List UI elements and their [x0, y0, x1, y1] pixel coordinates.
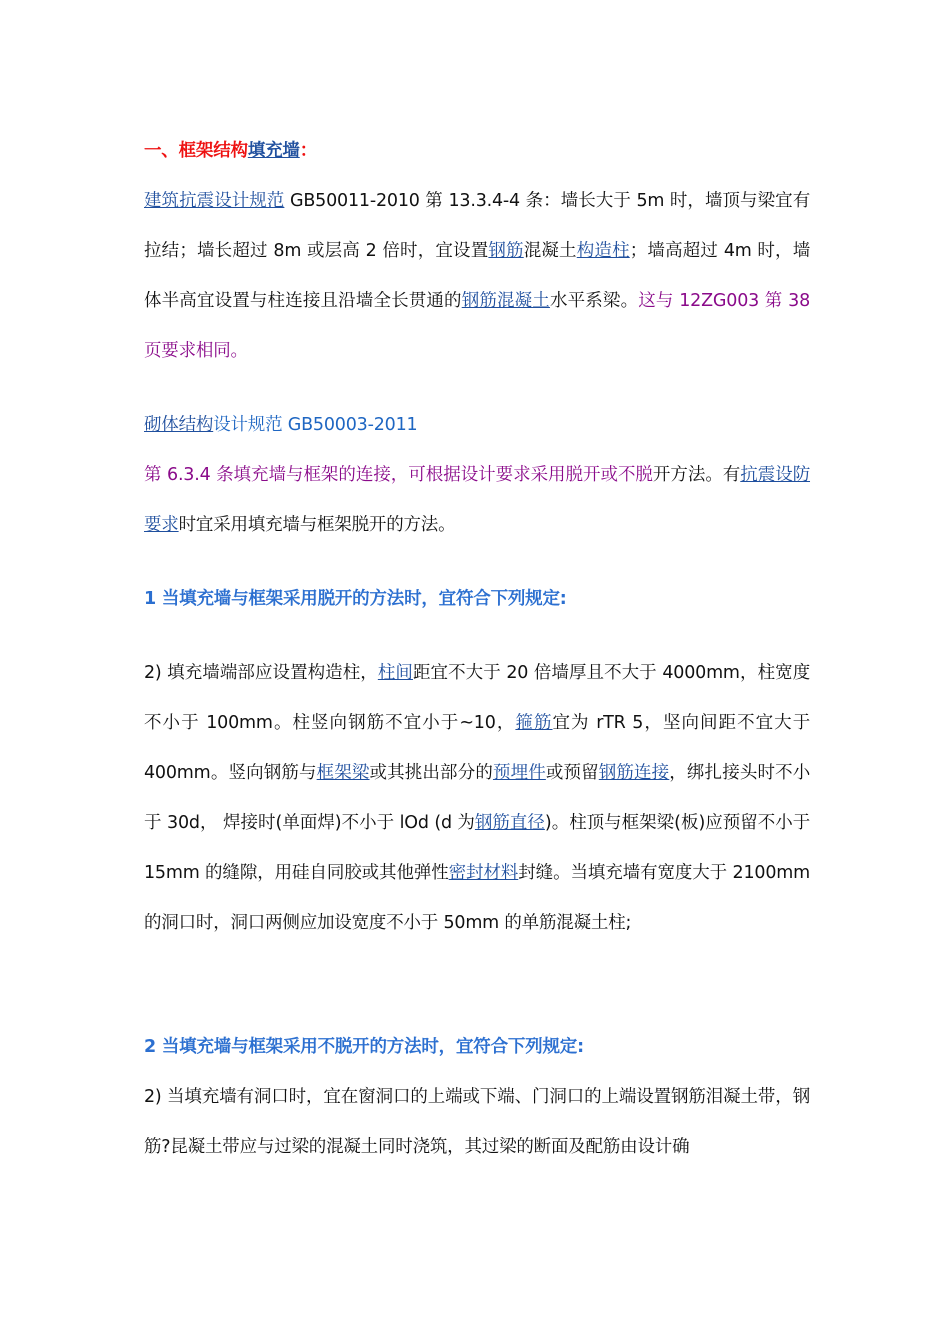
text: ；墙高超过 4m 时，墙体半高宜设置与柱连接且沿墙全长贯通的 — [144, 241, 810, 311]
heading-colon: ： — [299, 141, 318, 161]
subheading-text: 1 当填充墙与框架采用脱开的方法时，宜符合下列规定: — [144, 589, 567, 609]
masonry-structure-link[interactable]: 砌体结构 — [144, 415, 214, 435]
subheading-detached-method — [144, 574, 810, 624]
text: 宜为 rTR 5，坚向间距不宜大于 400mm。竖向钢筋与 — [144, 713, 811, 783]
rebar-connection-link[interactable]: 钢筋连接 — [598, 763, 670, 783]
text: 或其挑出部分的 — [369, 763, 493, 783]
stirrup-link[interactable]: 箍筋 — [515, 713, 553, 733]
paragraph-attached-rules — [144, 1072, 810, 1172]
seismic-code-link[interactable]: 建筑抗震设计规范 — [144, 191, 285, 211]
structural-column-link[interactable]: 构造柱 — [576, 241, 630, 261]
subheading-attached-method — [144, 1022, 810, 1072]
text: 2) 填充墙端部应设置构造柱， — [144, 663, 378, 683]
purple-note: 这与 12ZG003 第 38 页要求相同。 — [144, 291, 811, 361]
paragraph-article-634 — [144, 450, 810, 550]
paragraph-masonry-code — [144, 400, 810, 450]
text: 混凝土 — [523, 241, 577, 261]
rebar-diameter-link[interactable]: 钢筋直径 — [474, 813, 545, 833]
text: 或预留 — [545, 763, 599, 783]
text: 水平系梁。 — [549, 291, 639, 311]
text: 距宜不大于 20 倍墙厚且不大于 4000mm，柱宽度不小于 100mm。柱竖向钢筋不宜小于~10， — [144, 663, 811, 733]
infill-wall-link[interactable]: 填充墙 — [247, 141, 300, 161]
text: 时宜采用填充墙与框架脱开的方法。 — [178, 515, 456, 535]
subheading-text: 2 当填充墙与框架采用不脱开的方法时，宜符合下列规定: — [144, 1037, 584, 1057]
masonry-code-text: 设计规范 GB50003-2011 — [213, 415, 418, 435]
text: GB50011-2010 第 13.3.4-4 条：墙长大于 5m 时，墙顶与梁宜有拉结；墙长超过 8m 或层高 2 倍时，宜设置 — [144, 191, 811, 261]
paragraph-detached-rules — [144, 648, 810, 948]
heading-text: 一、框架结构 — [144, 141, 248, 161]
rebar-link[interactable]: 钢筋 — [488, 241, 524, 261]
reinforced-concrete-link[interactable]: 钢筋混凝土 — [461, 291, 550, 311]
sealing-material-link[interactable]: 密封材料 — [448, 863, 519, 883]
frame-beam-link[interactable]: 框架梁 — [316, 763, 370, 783]
text: )。柱顶与框架梁(板)应预留不小于 15mm 的缝隙，用硅自同胶或其他弹性 — [144, 813, 811, 883]
section-heading-frame-infill — [144, 126, 810, 176]
embedded-part-link[interactable]: 预埋件 — [492, 763, 546, 783]
text: ，绑扎接头时不小于 30d， 焊接时(单面焊)不小于 lOd (d 为 — [144, 763, 811, 833]
text: 开方法。有 — [652, 465, 741, 485]
text: 封缝。当填充墙有宽度大于 2100mm 的洞口时，洞口两侧应加设宽度不小于 50mm 的单筋混凝土柱; — [144, 863, 810, 933]
paragraph-seismic-code — [144, 176, 810, 376]
article-text: 第 6.3.4 条填充墙与框架的连接，可根据设计要求采用脱开或不脱 — [144, 465, 653, 485]
column-spacing-link[interactable]: 柱间 — [377, 663, 413, 683]
text: 2) 当填充墙有洞口时，宜在窗洞口的上端或下端、门洞口的上端设置钢筋泪凝土带，钢筋?昆凝土带应与过梁的混凝土同时浇筑，其过梁的断面及配筋由设计确 — [144, 1087, 810, 1157]
seismic-fortification-link[interactable]: 抗震设防要求 — [144, 465, 811, 535]
